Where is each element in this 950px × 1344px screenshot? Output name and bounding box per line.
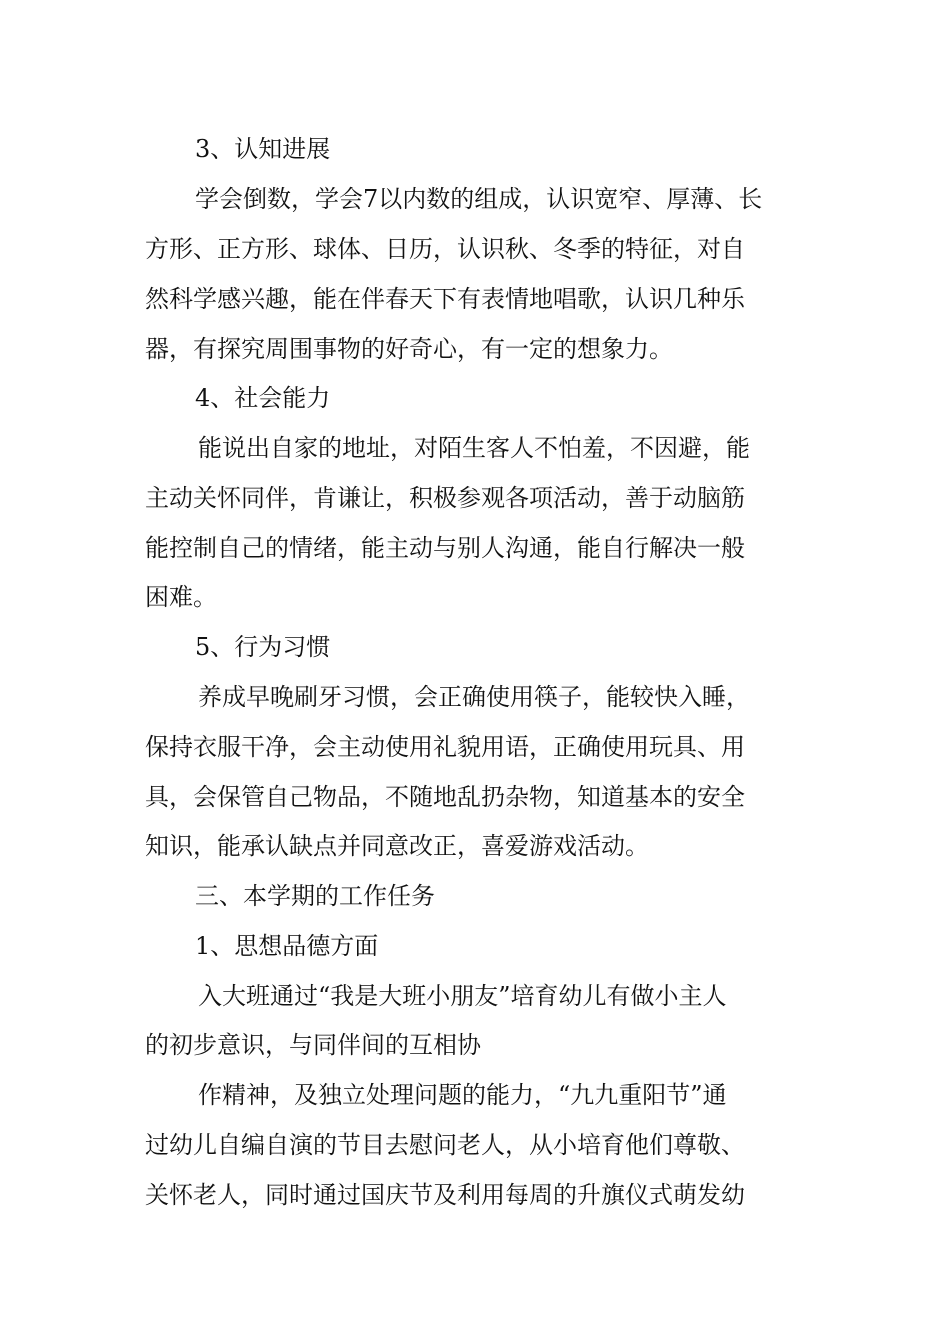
paragraph-line: 然科学感兴趣，能在伴春天下有表情地唱歌，认识几种乐: [145, 285, 745, 313]
paragraph-line: 学会倒数，学会7以内数的组成，认识宽窄、厚薄、长: [195, 185, 763, 213]
heading-moral-education: 1、思想品德方面: [195, 932, 379, 960]
paragraph-line: 困难。: [145, 583, 217, 611]
heading-cognitive-development: 3、认知进展: [195, 135, 331, 163]
paragraph-line: 主动关怀同伴，肯谦让，积极参观各项活动，善于动脑筋: [145, 484, 745, 512]
paragraph-line: 能说出自家的地址，对陌生客人不怕羞，不因避，能: [198, 434, 750, 462]
paragraph-line: 方形、正方形、球体、日历，认识秋、冬季的特征，对自: [145, 235, 745, 263]
heading-social-ability: 4、社会能力: [195, 384, 331, 412]
paragraph-line: 保持衣服干净，会主动使用礼貌用语，正确使用玩具、用: [145, 733, 745, 761]
paragraph-line: 的初步意识，与同伴间的互相协: [145, 1031, 481, 1059]
paragraph-line: 能控制自己的情绪，能主动与别人沟通，能自行解决一般: [145, 534, 745, 562]
paragraph-line: 作精神，及独立处理问题的能力，“九九重阳节”通: [198, 1081, 727, 1109]
paragraph-line: 入大班通过“我是大班小朋友”培育幼儿有做小主人: [198, 982, 727, 1010]
paragraph-line: 过幼儿自编自演的节目去慰问老人，从小培育他们尊敬、: [145, 1131, 745, 1159]
paragraph-line: 知识，能承认缺点并同意改正，喜爱游戏活动。: [145, 832, 649, 860]
paragraph-line: 器，有探究周围事物的好奇心，有一定的想象力。: [145, 335, 673, 363]
heading-behavior-habits: 5、行为习惯: [195, 633, 331, 661]
paragraph-line: 具，会保管自己物品，不随地乱扔杂物，知道基本的安全: [145, 783, 745, 811]
paragraph-line: 关怀老人，同时通过国庆节及利用每周的升旗仪式萌发幼: [145, 1181, 745, 1209]
heading-semester-tasks: 三、本学期的工作任务: [195, 882, 435, 910]
paragraph-line: 养成早晚刷牙习惯，会正确使用筷子，能较快入睡，: [198, 683, 750, 711]
